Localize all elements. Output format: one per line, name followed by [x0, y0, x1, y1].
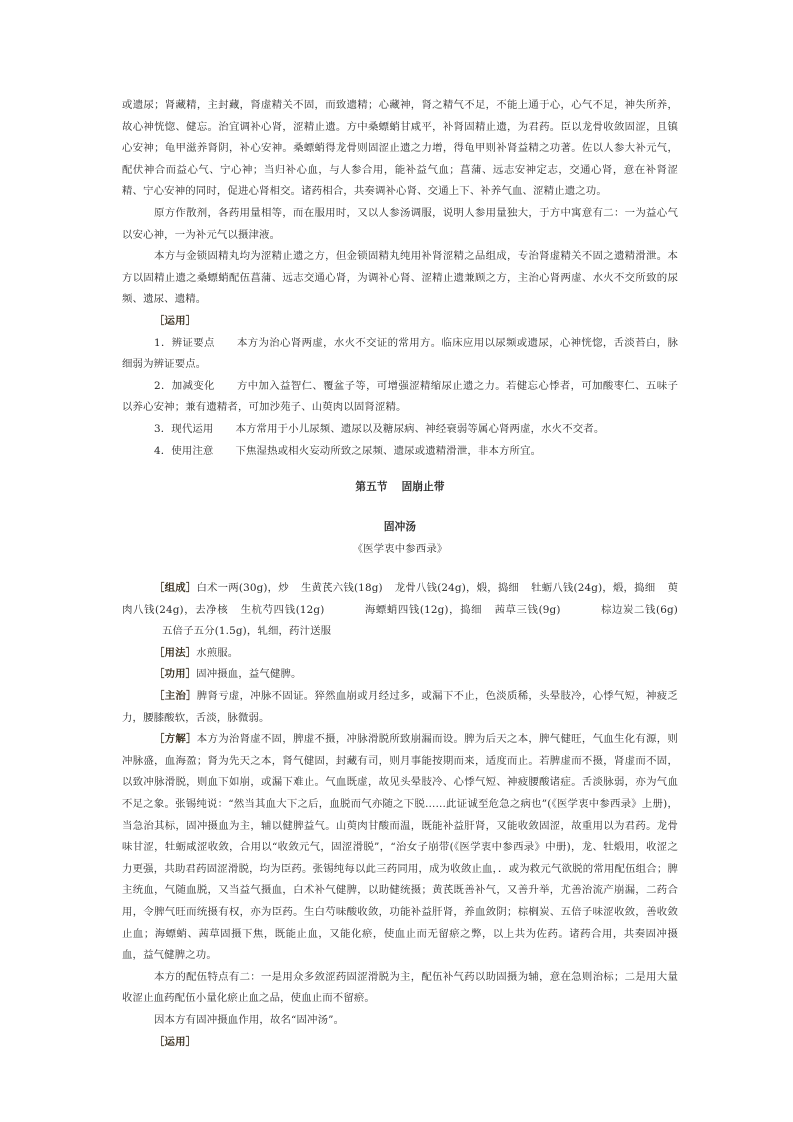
section-title: 固崩止带	[401, 481, 445, 494]
paragraph-features: 本方的配伍特点有二：一是用众多敛涩药固涩滑脱为主，配伍补气药以助固摄为辅，意在急则治标；二是用大量收涩止血药配伍小量化瘀止血之品，使血止而不留瘀。	[122, 970, 678, 1005]
usage-item	[122, 441, 678, 463]
ingredient: 海螵蛸四钱(12g)，捣细	[364, 603, 483, 616]
section-heading	[122, 476, 678, 498]
paragraph-comparison: 本方与金锁固精丸均为涩精止遗之方，但金锁固精丸纯用补肾涩精之品组成，专治肾虚精关不固之遗精滑泄。本方以固精止遗之桑螵蛸配伍菖蒲、远志交通心肾，为调补心肾、涩精止遗兼顾之方，主治心肾两虚、水火不交所致的尿频、遗尿、遗精。	[122, 250, 678, 306]
usage-method	[122, 643, 678, 665]
paragraph-dosage-note: 原方作散剂，各药用量相等，而在服用时，又以人参汤调服，说明人参用量独大，于方中寓意有二：一为益心气以安心神，一为补元气以摄津液。	[122, 206, 678, 241]
formula-name: 固冲汤	[383, 521, 417, 534]
effect	[122, 664, 678, 686]
usage-heading: ［运用］	[154, 314, 197, 327]
usage-method-text: 水煎服。	[196, 646, 239, 659]
formula-source: 《医学衷中参西录》	[352, 543, 448, 556]
usage-heading-2: ［运用］	[154, 1035, 197, 1048]
ingredient: 生杭芍四钱(12g)	[240, 603, 325, 616]
usage-item-text: 本方为治心肾两虚，水火不交证的常用方。临床应用以尿频或遗尿，心神恍惚，舌淡苔白，脉细弱为辨证要点。	[122, 336, 678, 371]
usage-item-label: 2．加减变化	[154, 379, 215, 392]
ingredient: 生黄芪六钱(18g)	[300, 582, 383, 595]
analysis-label: ［方解］	[154, 733, 197, 746]
usage-item-label: 1．辨证要点	[154, 336, 215, 349]
usage-method-label: ［用法］	[154, 646, 197, 659]
usage-item	[122, 333, 678, 376]
analysis	[122, 729, 678, 967]
usage-item-text: 下焦湿热或相火妄动所致之尿频、遗尿或遗精滑泄，非本方所宜。	[235, 444, 542, 457]
usage-item	[122, 419, 678, 441]
usage-item-text: 方中加入益智仁、覆盆子等，可增强涩精缩尿止遗之力。若健忘心悸者，可加酸枣仁、五味子以养心安神；兼有遗精者，可加沙苑子、山萸肉以固肾涩精。	[122, 379, 678, 414]
ingredient: 龙骨八钱(24g)，煅，捣细	[394, 582, 520, 595]
composition	[122, 578, 678, 643]
effect-label: ［功用］	[154, 668, 197, 681]
analysis-text: 本方为治肾虚不固，脾虚不摄，冲脉滑脱所致崩漏而设。脾为后天之本，脾气健旺，气血生化有源，则冲脉盛，血海盈；肾为先天之本，肾气健固，封藏有司，则月事能按期而来，适度而止。若脾虚而不摄，肾虚而不固，以致冲脉滑脱，则血下如崩，或漏下难止。气血既虚，故见头晕肢冷、心悸气短、神疲腰酸诸症。舌淡脉弱，亦为气血不足之象。张锡纯说：“然当其血大下之后，血脱而气亦随之下脱……此证诚至危急之病也”(《医学衷中参西录》上册)，当急治其标，固冲摄血为主，辅以健脾益气。山萸肉甘酸而温，既能补益肝肾，又能收敛固涩，故重用以为君药。龙骨味甘涩，牡蛎咸涩收敛，合用以“收敛元气，固涩滑脱”，“治女子崩带(《医学衷中参西录》中册)，龙、牡煅用，收涩之力更强，共助君药固涩滑脱，均为臣药。张锡纯每以此三药同用，成为收敛止血，．或为救元气欲脱的常用配伍组合；脾主统血，气随血脱，又当益气摄血，白术补气健脾，以助健统摄；黄芪既善补气，又善升举，尤善治流产崩漏，二药合用，令脾气旺而统摄有权，亦为臣药。生白芍味酸收敛，功能补益肝肾，养血敛阴；棕榈炭、五倍子味涩收敛，善收敛止血；海螵蛸、茜草固摄下焦，既能止血，又能化瘀，使血止而无留瘀之弊，以上共为佐药。诸药合用，共奏固冲摄血，益气健脾之功。	[122, 733, 678, 962]
usage-item	[122, 376, 678, 419]
ingredient: 五倍子五分(1.5g)，轧细，药汁送服	[162, 625, 332, 638]
indication-text: 脾肾亏虚，冲脉不固证。猝然血崩或月经过多，或漏下不止，色淡质稀，头晕肢冷，心悸气短，神疲乏力，腰膝酸软，舌淡，脉微弱。	[122, 690, 678, 724]
indication	[122, 686, 678, 729]
effect-text: 固冲摄血，益气健脾。	[196, 668, 302, 681]
paragraph-analysis-continued: 或遗尿；肾藏精，主封藏，肾虚精关不固，而致遗精；心藏神，肾之精气不足，不能上通于心，心气不足，神失所养，故心神恍惚、健忘。治宜调补心肾，涩精止遗。方中桑螵蛸甘咸平，补肾固精止遗，为君药。臣以龙骨收敛固涩，且镇心安神；龟甲滋养肾阴，补心安神。桑螵蛸得龙骨则固涩止遗之力增，得龟甲则补肾益精之功著。佐以人参大补元气，配伏神合而益心气、宁心神；当归补心血，与人参合用，能补益气血；菖蒲、远志安神定志，交通心肾，意在补肾涩精、宁心安神的同时，促进心肾相交。诸药相合，共奏调补心肾、交通上下、补养气血、涩精止遗之功。	[122, 99, 678, 198]
usage-item-label: 3．现代运用	[154, 422, 214, 435]
ingredient: 萸肉八钱(24g)，去净核	[122, 582, 678, 616]
section-number: 第五节	[355, 481, 388, 494]
composition-label: ［组成］	[154, 582, 197, 595]
indication-label: ［主治］	[154, 690, 197, 703]
usage-item-label: 4．使用注意	[154, 444, 214, 457]
ingredient: 牡蛎八钱(24g)，煅，捣细	[531, 582, 656, 595]
ingredient: 棕边炭二钱(6g)	[600, 603, 678, 616]
ingredient: 茜草三钱(9g)	[494, 603, 561, 616]
paragraph-naming: 因本方有固冲摄血作用，故名“固冲汤”。	[154, 1013, 345, 1026]
ingredient: 白术一两(30g)，炒	[196, 582, 289, 595]
usage-item-text: 本方常用于小儿尿频、遗尿以及糖尿病、神经衰弱等属心肾两虚，水火不交者。	[235, 422, 605, 435]
document-page	[122, 95, 678, 1053]
